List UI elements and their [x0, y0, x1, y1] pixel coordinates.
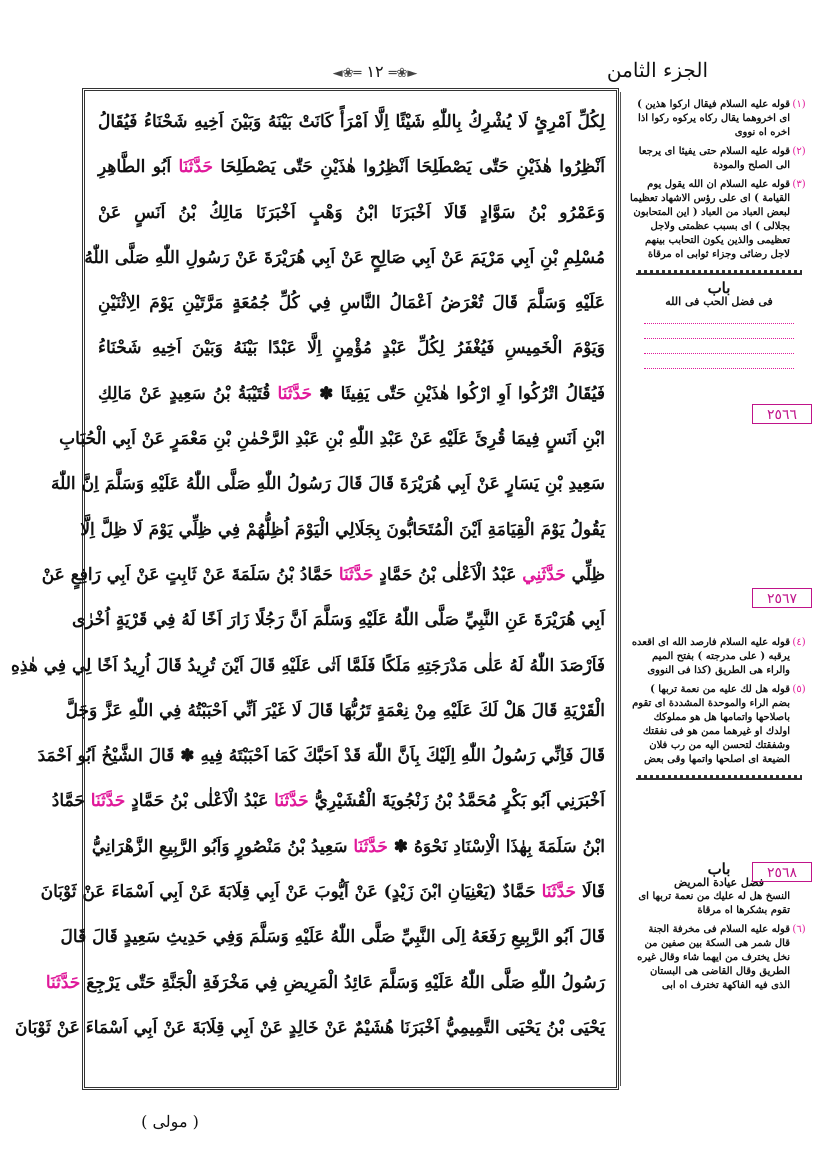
- text-line: لِكُلِّ اَمْرِئٍ لَا يُشْرِكُ بِاللّٰهِ شَيْئًا اِلَّا اَمْرَأً كَانَتْ بَيْنَهُ وَبَيْنَ اَخِيهِ شَحْنَاءُ فَيُقَالُ: [98, 112, 605, 132]
- footnote-number: [790, 890, 808, 918]
- dotted-line: [644, 341, 794, 354]
- hadith-number: ٢٥٦٨: [752, 862, 812, 882]
- text-line: اَبِي هُرَيْرَةَ عَنِ النَّبِيِّ صَلَّى اللّٰهُ عَلَيْهِ وَسَلَّمَ اَنَّ رَجُلًا زَارَ اَخًا لَهُ فِي قَرْيَةٍ اُخْرٰى: [72, 610, 605, 631]
- side-notes-middle: [630, 636, 808, 786]
- footnote: [630, 683, 808, 767]
- haddathana-highlight: حَدَّثَنَا: [178, 157, 213, 178]
- text-line: اَنْظِرُوا هٰذَيْنِ حَتّٰى يَصْطَلِحَا اَنْظِرُوا هٰذَيْنِ حَتّٰى يَصْطَلِحَا حَدَّثَنَا اَبُو الطَّاهِرِ: [98, 157, 605, 178]
- haddathana-highlight: حَدَّثَنَا: [541, 882, 577, 903]
- footnote: [630, 890, 808, 918]
- volume-title: الجزء الثامن: [606, 58, 708, 82]
- side-notes-top: [630, 98, 808, 371]
- chapter-label: باب: [707, 860, 731, 878]
- footnote: [630, 145, 808, 173]
- text-line: قَالَا حَدَّثَنَا حَمَّادٌ (يَعْنِيَانِ ابْنَ زَيْدٍ) عَنْ اَيُّوبَ عَنْ اَبِي قِلَابَةَ عَنْ اَبِي اَسْمَاءَ عَنْ ثَوْبَانَ: [40, 882, 605, 903]
- footnote-text: قوله عليه السلام فارصد الله اى اقعده يرقبه ( على مدرجته ) بفتح الميم والراء هى الطريق (كذا فى النووى: [631, 637, 790, 676]
- footer-catchword: ( مولى ): [141, 1112, 199, 1131]
- footnote-text: قوله عليه السلام حتى يفيئا اى يرجعا الى الصلح والمودة: [638, 146, 790, 171]
- footnote: [630, 636, 808, 678]
- footnote-text: قوله عليه السلام فى مخرفة الجنة قال شمر هى السكة بين صفين من نخل يخترف من ايهما شاء وقال غيره الطريق وقال القاضى هى البستان الذى فيه الفاكهة تخترف اه ابى: [637, 924, 790, 991]
- footnote: [630, 923, 808, 993]
- footnote-text: النسخ هل له عليك من نعمة تربها اى تقوم بشكرها اه مرقاة: [638, 891, 790, 916]
- ornament-left-icon: ◄❀═: [332, 66, 362, 81]
- text-line: قَالَ فَاِنِّي رَسُولُ اللّٰهِ اِلَيْكَ بِاَنَّ اللّٰهَ قَدْ اَحَبَّكَ كَمَا اَحْبَبْتَهُ فِيهِ ✽ قَالَ الشَّيْخُ اَبُو اَحْمَدَ: [37, 746, 605, 767]
- wave-divider: [636, 772, 802, 780]
- hadith-number: ٢٥٦٦: [752, 404, 812, 424]
- text-line: الْقَرْيَةِ قَالَ هَلْ لَكَ عَلَيْهِ مِنْ نِعْمَةٍ تَرُبُّهَا قَالَ لَا غَيْرَ اَنِّي اَحْبَبْتُهُ فِي اللّٰهِ عَزَّ وَجَلَّ: [65, 700, 605, 721]
- footnote: [630, 178, 808, 262]
- main-text: [11, 100, 605, 1080]
- footnote-number: (٢): [792, 146, 806, 157]
- footnote-text: قوله هل لك عليه من نعمة تربها ) بضم الراء والموحدة المشددة اى تقوم باصلاحها واتمامها هل هو مملوكك اولدك او غيرهما ممن هو فى نفقتك وشفقتك لتحسن اليه من رب فلان الضيعة اى اصلحها واتمها وقى بعض: [632, 684, 790, 765]
- footnote-number: (٦): [792, 924, 806, 935]
- text-line: قَالَ اَبُو الرَّبِيعِ رَفَعَهُ اِلَى النَّبِيِّ صَلَّى اللّٰهُ عَلَيْهِ وَسَلَّمَ وَفِي حَدِيثِ سَعِيدٍ قَالَ قَالَ: [60, 927, 605, 948]
- footnote-number: (٥): [792, 684, 806, 695]
- text-line: مُسْلِمِ بْنِ اَبِي مَرْيَمَ عَنْ اَبِي صَالِحٍ عَنْ اَبِي هُرَيْرَةَ عَنْ رَسُولِ اللّٰهِ صَلَّى اللّٰهُ: [84, 247, 605, 268]
- text-line: فَاَرْصَدَ اللّٰهُ لَهُ عَلٰى مَدْرَجَتِهِ مَلَكًا فَلَمَّا اَتٰى عَلَيْهِ قَالَ اَيْنَ تُرِيدُ قَالَ اُرِيدُ اَخًا لِي فِي هٰذِهِ: [11, 655, 605, 676]
- haddathana-highlight: حَدَّثَنَا: [90, 791, 126, 812]
- text-line: فَيُقَالُ اتْرُكُوا اَوِ ارْكُوا هٰذَيْنِ حَتّٰى يَفِيئَا ✽ حَدَّثَنَا قُتَيْبَةُ بْنُ سَعِيدٍ عَنْ مَالِكِ: [98, 383, 605, 404]
- haddathana-highlight: حَدَّثَنَا: [338, 564, 374, 585]
- hadith-number: ٢٥٦٧: [752, 588, 812, 608]
- chapter-title: فضل عيادة المريض: [673, 876, 765, 889]
- text-line: اَخْبَرَنِي اَبُو بَكْرٍ مُحَمَّدُ بْنُ زَنْجُويَةَ الْقُشَيْرِيُّ حَدَّثَنَا عَبْدُ الْاَعْلٰى بْنُ حَمَّادٍ حَدَّثَنَا حَمَّادُ: [51, 791, 605, 812]
- column-divider: [620, 92, 625, 1086]
- haddathana-highlight: حَدَّثَنَا: [353, 836, 388, 857]
- dotted-line: [644, 326, 794, 339]
- text-line: سَعِيدِ بْنِ يَسَارٍ عَنْ اَبِي هُرَيْرَةَ قَالَ قَالَ رَسُولُ اللّٰهِ صَلَّى اللّٰهُ عَلَيْهِ وَسَلَّمَ اِنَّ اللّٰهَ: [51, 474, 605, 495]
- chapter-title: فى فضل الحب فى الله: [665, 295, 773, 308]
- dotted-line: [644, 311, 794, 324]
- haddathana-highlight: حَدَّثَنَا: [277, 383, 312, 404]
- haddathana-highlight: حَدَّثَنِي: [522, 564, 566, 585]
- text-line: ابْنُ سَلَمَةَ بِهٰذَا الْاِسْنَادِ نَحْوَهُ ✽ حَدَّثَنَا سَعِيدُ بْنُ مَنْصُورٍ وَاَبُو الرَّبِيعِ الزَّهْرَانِيُّ: [91, 836, 605, 857]
- dotted-line: [644, 356, 794, 369]
- text-line: يَحْيَى بْنُ يَحْيَى التَّمِيمِيُّ اَخْبَرَنَا هُشَيْمٌ عَنْ خَالِدٍ عَنْ اَبِي قِلَابَةَ عَنْ اَبِي اَسْمَاءَ عَنْ ثَوْبَانَ: [14, 1017, 605, 1038]
- footnote-number: (٣): [792, 179, 806, 190]
- text-line: يَقُولُ يَوْمَ الْقِيَامَةِ اَيْنَ الْمُتَحَابُّونَ بِجَلَالِي الْيَوْمَ اُظِلُّهُمْ فِي ظِلِّي يَوْمَ لَا ظِلَّ اِلَّا: [80, 519, 605, 540]
- haddathana-highlight: حَدَّثَنَا: [45, 972, 81, 993]
- footnote-number: (١): [792, 99, 806, 110]
- page-number-header: [300, 62, 450, 81]
- ornament-right-icon: ═❀►: [388, 66, 418, 81]
- footnote-text: قوله عليه السلام فيقال اركوا هذين ) اى اخروهما يقال ركاه يركوه ركوا اذا اخره اه نووى: [637, 99, 790, 138]
- footnote-number: (٤): [792, 637, 806, 648]
- page-number: ١٢: [366, 62, 384, 81]
- text-line: عَلَيْهِ وَسَلَّمَ قَالَ تُعْرَضُ اَعْمَالُ النَّاسِ فِي كُلِّ جُمُعَةٍ مَرَّتَيْنِ يَوْمَ الِاثْنَيْنِ: [98, 293, 605, 314]
- text-line: رَسُولُ اللّٰهِ صَلَّى اللّٰهُ عَلَيْهِ وَسَلَّمَ عَائِدُ الْمَرِيضِ فِي مَخْرَفَةِ الْجَنَّةِ حَتّٰى يَرْجِعَ حَدَّثَنَا: [45, 972, 605, 993]
- text-line: ابْنِ اَنَسٍ فِيمَا قُرِئَ عَلَيْهِ عَنْ عَبْدِ اللّٰهِ بْنِ عَبْدِ الرَّحْمٰنِ بْنِ مَعْمَرٍ عَنْ اَبِي الْحُبَابِ: [59, 429, 605, 450]
- footnote: [630, 98, 808, 140]
- text-line: وَعَمْرُو بْنُ سَوَّادٍ قَالَا اَخْبَرَنَا ابْنُ وَهْبٍ اَخْبَرَنَا مَالِكُ بْنُ اَنَسٍ عَنْ: [98, 202, 605, 223]
- text-line: وَيَوْمَ الْخَمِيسِ فَيُغْفَرُ لِكُلِّ عَبْدٍ مُؤْمِنٍ اِلَّا عَبْدًا بَيْنَهُ وَبَيْنَ اَخِيهِ شَحْنَاءُ: [98, 338, 605, 359]
- wave-divider: [636, 267, 802, 275]
- text-line: ظِلِّي حَدَّثَنِي عَبْدُ الْاَعْلٰى بْنُ حَمَّادٍ حَدَّثَنَا حَمَّادُ بْنُ سَلَمَةَ عَنْ ثَابِتٍ عَنْ اَبِي رَافِعٍ عَنْ: [41, 564, 605, 585]
- chapter-label: باب: [707, 279, 731, 297]
- haddathana-highlight: حَدَّثَنَا: [274, 791, 309, 812]
- footnote-text: قوله عليه السلام ان الله يقول يوم القيامة ) اى على رؤس الاشهاد تعظيما لبعض العباد من العباد ( اين المتحابون بجلالى ) اى بسبب عظمتى ولاجل تعظيمى والذين يكون التحابب بينهم لاجل رضائى وجزاء ثوابى اه مرقاة: [630, 179, 790, 260]
